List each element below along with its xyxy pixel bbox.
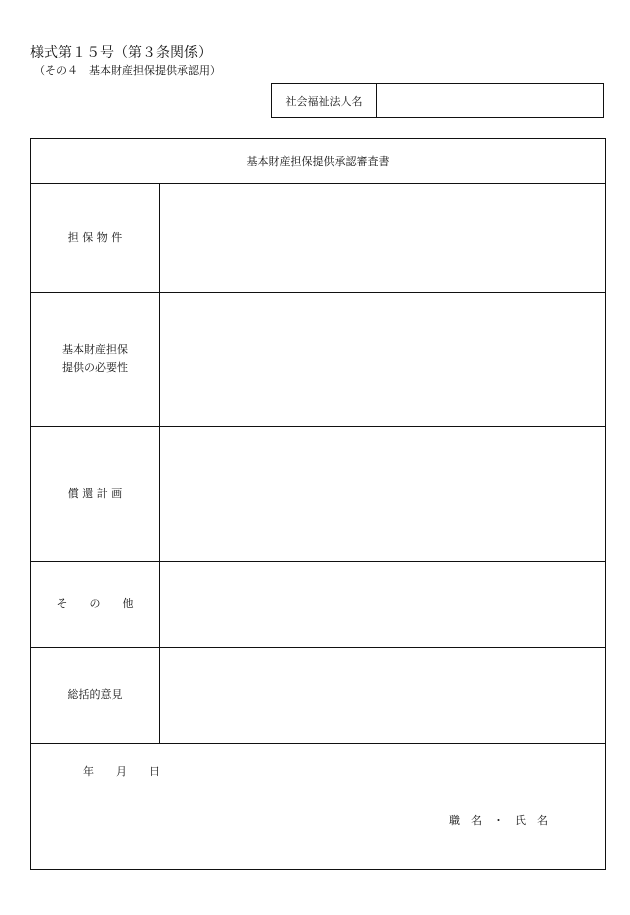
form-subtitle: （その４ 基本財産担保提供承認用）	[34, 64, 221, 77]
form-number-title: 様式第１５号（第３条関係）	[30, 45, 212, 61]
row-label-repayment-plan: 償 還 計 画	[67, 486, 123, 500]
date-line: 年 月 日	[83, 765, 160, 778]
table-title: 基本財産担保提供承認審査書	[246, 155, 390, 168]
row-value-other[interactable]	[160, 562, 605, 647]
row-label-overall-opinion: 総括的意見	[67, 688, 123, 701]
row-value-repayment-plan[interactable]	[160, 427, 605, 561]
divider	[31, 743, 605, 744]
row-value-necessity[interactable]	[160, 293, 605, 426]
corporation-name-box	[271, 83, 604, 118]
review-form-table	[30, 138, 606, 870]
row-value-collateral[interactable]	[160, 184, 605, 292]
corporation-name-label: 社会福祉法人名	[272, 84, 377, 117]
corporation-name-field[interactable]	[377, 84, 603, 117]
row-label-necessity: 基本財産担保 提供の必要性	[62, 343, 128, 374]
signature-line: 職 名 ・ 氏 名	[449, 814, 548, 827]
row-label-collateral: 担 保 物 件	[67, 230, 123, 244]
row-value-overall-opinion[interactable]	[160, 648, 605, 743]
row-label-other: そ の 他	[56, 597, 134, 610]
